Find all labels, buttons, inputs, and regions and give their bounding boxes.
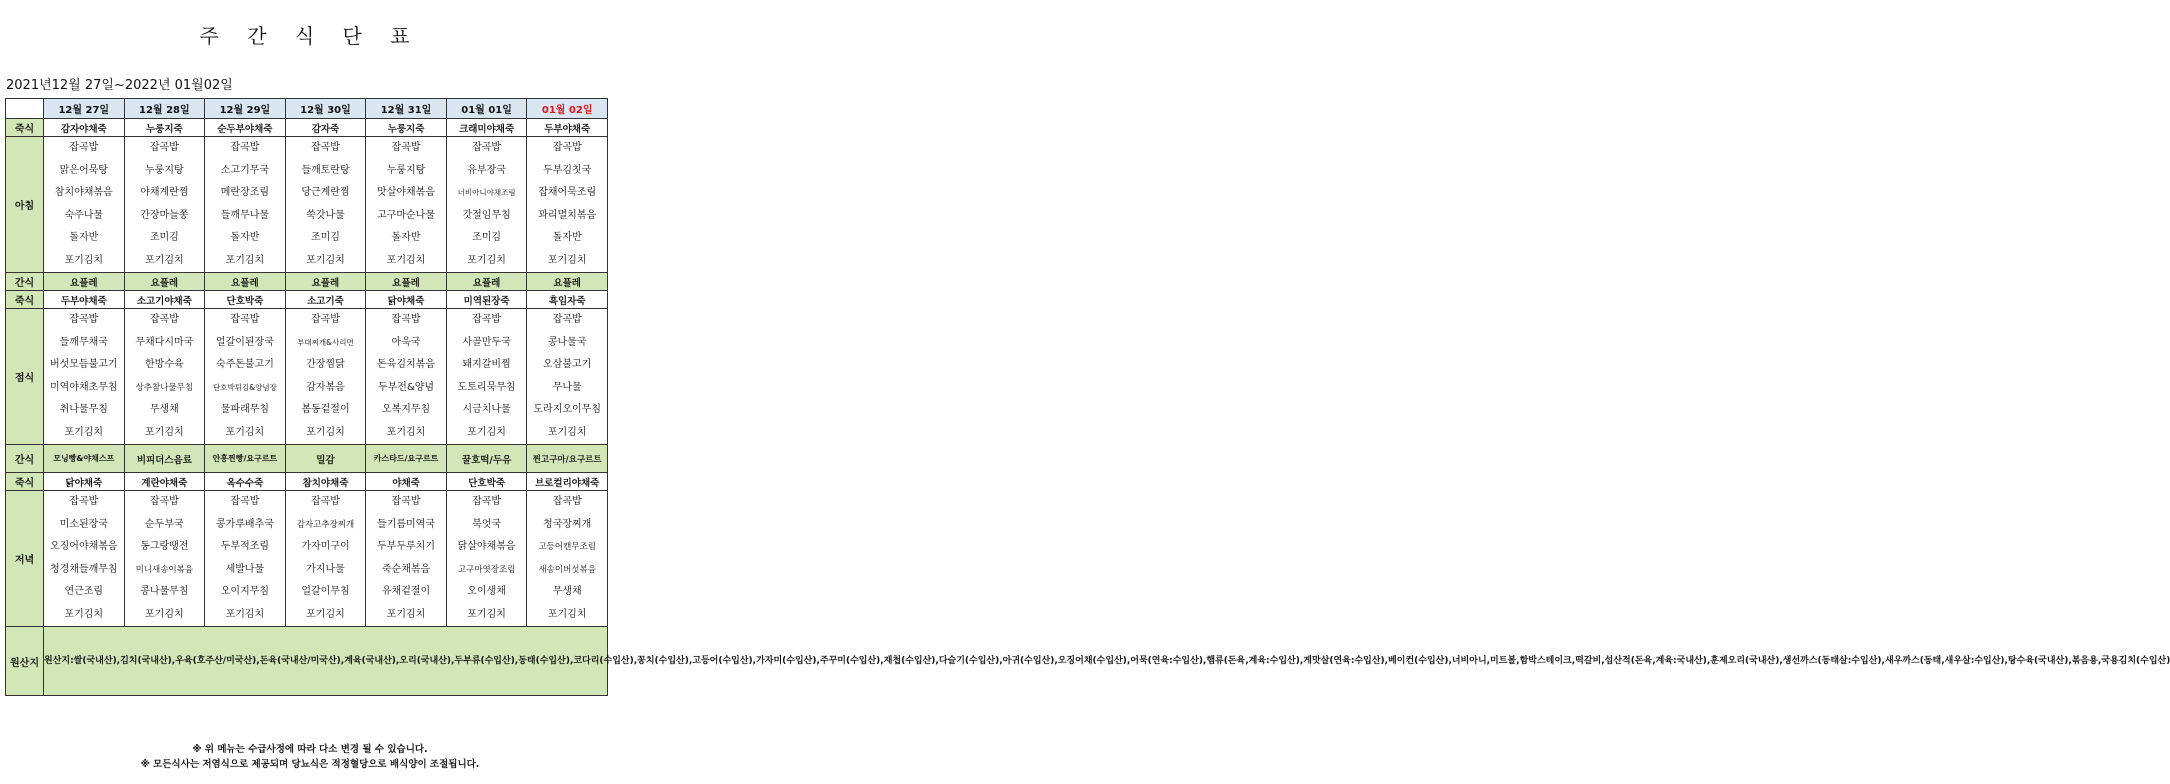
meal-cell	[124, 491, 205, 627]
menu-item: 잡곡밥	[69, 142, 99, 153]
menu-item: 당근계란찜	[301, 187, 350, 198]
note-low-salt: ※ 모든식사는 저염식으로 제공되며 당뇨식은 적정혈당으로 배식양이 조절됩니다.	[140, 759, 480, 770]
meal-cell	[44, 491, 125, 627]
menu-item: 포기김치	[225, 426, 265, 438]
lunch-porridge-row	[6, 291, 608, 309]
snack-cell: 요플레	[124, 273, 205, 291]
snack-cell: 요플레	[446, 273, 527, 291]
snack-cell: 비피더스음료	[124, 445, 205, 473]
menu-item: 들깨토란탕	[301, 164, 350, 176]
menu-item: 상추참나물무침	[135, 382, 194, 393]
menu-item: 도라지오이무침	[533, 404, 601, 415]
menu-item: 유채겉절이	[381, 586, 431, 597]
page-title: 주 간 식 단 표	[199, 24, 421, 48]
row-label-porridge: 죽식	[6, 119, 44, 137]
meal-cell	[366, 309, 447, 445]
menu-item: 도토리묵무침	[457, 381, 516, 393]
menu-item: 아욱국	[391, 336, 421, 348]
porridge-cell: 닭야채죽	[366, 291, 447, 309]
menu-item: 감자고추장찌개	[296, 519, 355, 530]
meal-cell	[446, 309, 527, 445]
weekly-menu-table	[5, 98, 2170, 696]
menu-item: 가자미구이	[301, 541, 350, 552]
menu-item: 잡곡밥	[230, 496, 260, 507]
menu-item: 포기김치	[386, 426, 426, 438]
porridge-cell: 두부야채죽	[44, 291, 125, 309]
menu-item: 한방수육	[145, 359, 184, 370]
meal-cell	[124, 309, 205, 445]
day-header: 12월 30일	[285, 99, 366, 119]
day-header: 12월 27일	[44, 99, 125, 119]
snack-cell: 요플레	[205, 273, 286, 291]
menu-item: 동그랑땡전	[140, 541, 189, 552]
menu-item: 순두부국	[145, 518, 184, 530]
menu-item: 조미김	[310, 232, 340, 243]
menu-item: 포기김치	[467, 254, 506, 266]
menu-item: 죽순채볶음	[381, 563, 431, 575]
menu-item: 잡곡밥	[230, 314, 260, 325]
menu-item: 포기김치	[547, 254, 587, 266]
menu-item: 꽈리멸치볶음	[538, 209, 597, 221]
meal-cell	[366, 137, 447, 273]
snack-cell: 요플레	[527, 273, 608, 291]
menu-period: 2021년12월 27일~2022년 01월02일	[6, 78, 233, 93]
day-header-row	[6, 99, 608, 119]
menu-item: 두부적조림	[220, 541, 270, 552]
menu-item: 잡곡밥	[230, 142, 260, 153]
menu-item: 두부김칫국	[543, 164, 592, 176]
menu-item: 무생채	[552, 586, 582, 597]
menu-item: 잡채어묵조림	[538, 187, 597, 198]
menu-item: 포기김치	[386, 254, 426, 266]
menu-item: 감자볶음	[306, 381, 345, 393]
menu-item: 오징어야채볶음	[49, 541, 118, 552]
menu-item: 봄동겉절이	[301, 404, 350, 415]
meal-cell	[205, 491, 286, 627]
menu-item: 잡곡밥	[310, 142, 340, 153]
menu-item: 잡곡밥	[391, 314, 421, 325]
menu-item: 돌자반	[230, 232, 260, 243]
menu-item: 돌자반	[552, 232, 582, 243]
meal-cell	[44, 137, 125, 273]
menu-item: 시금치나물	[462, 404, 511, 415]
snack-cell: 모닝빵&야채스프	[44, 445, 125, 473]
menu-item: 포기김치	[64, 608, 104, 620]
menu-item: 포기김치	[306, 426, 345, 438]
menu-item: 잡곡밥	[472, 496, 502, 507]
menu-item: 조미김	[149, 232, 179, 243]
menu-item: 잡곡밥	[69, 496, 99, 507]
origin-row	[6, 627, 608, 696]
row-label-dinner: 저녁	[6, 491, 44, 627]
menu-item: 잡곡밥	[391, 496, 421, 507]
porridge-cell: 단호박죽	[205, 291, 286, 309]
menu-item: 유부장국	[467, 164, 506, 176]
porridge-cell: 야채죽	[366, 473, 447, 491]
meal-cell	[527, 309, 608, 445]
lunch-row	[6, 309, 608, 445]
menu-item: 고구마순나물	[377, 209, 436, 221]
porridge-cell: 누룽지죽	[366, 119, 447, 137]
breakfast-porridge-row	[6, 119, 608, 137]
meal-cell	[366, 491, 447, 627]
menu-item: 연근조림	[64, 586, 104, 597]
menu-item: 포기김치	[547, 426, 587, 438]
snack-cell: 밀감	[285, 445, 366, 473]
porridge-cell: 닭야채죽	[44, 473, 125, 491]
menu-item: 오이지무침	[220, 586, 270, 597]
menu-item: 청경채들깨무침	[49, 563, 118, 575]
menu-item: 오삼불고기	[543, 359, 592, 370]
menu-item: 오복지무침	[381, 404, 431, 415]
porridge-cell: 소고기야채죽	[124, 291, 205, 309]
meal-cell	[285, 491, 366, 627]
porridge-cell: 참치야채죽	[285, 473, 366, 491]
meal-cell	[285, 137, 366, 273]
row-label-lunch: 점식	[6, 309, 44, 445]
meal-cell	[285, 309, 366, 445]
menu-item: 돌자반	[69, 232, 99, 243]
menu-item: 콩나물무침	[140, 586, 189, 597]
menu-item: 버섯모듬불고기	[49, 359, 118, 370]
menu-item: 돼지갈비찜	[462, 359, 511, 370]
porridge-cell: 흑임자죽	[527, 291, 608, 309]
snack-cell: 꿀호떡/두유	[446, 445, 527, 473]
day-header: 12월 31일	[366, 99, 447, 119]
menu-item: 포기김치	[306, 608, 345, 620]
menu-item: 잡곡밥	[149, 314, 179, 325]
porridge-cell: 감자야채죽	[44, 119, 125, 137]
menu-item: 잡곡밥	[69, 314, 99, 325]
menu-item: 숙주나물	[64, 209, 104, 221]
row-label-snack: 간식	[6, 273, 44, 291]
menu-item: 누룽지탕	[145, 164, 184, 176]
breakfast-row	[6, 137, 608, 273]
menu-item: 잡곡밥	[310, 314, 340, 325]
menu-item: 사골만두국	[462, 336, 511, 348]
menu-item: 갓절임무침	[462, 209, 511, 221]
menu-item: 야채계란찜	[140, 187, 189, 198]
snack-cell: 안흥찐빵/요구르트	[205, 445, 286, 473]
menu-item: 맑은어묵탕	[59, 164, 108, 176]
porridge-cell: 크래미야채죽	[446, 119, 527, 137]
snack-pm-row	[6, 445, 608, 473]
menu-item: 잡곡밥	[391, 142, 421, 153]
menu-item: 포기김치	[467, 608, 506, 620]
porridge-cell: 두부야채죽	[527, 119, 608, 137]
porridge-cell: 옥수수죽	[205, 473, 286, 491]
corner-cell	[6, 99, 44, 119]
row-label-snack: 간식	[6, 445, 44, 473]
meal-cell	[44, 309, 125, 445]
menu-item: 포기김치	[225, 608, 265, 620]
menu-item: 단호박튀김&양념장	[213, 382, 277, 392]
meal-cell	[446, 491, 527, 627]
note-menu-change: ※ 위 메뉴는 수급사정에 따라 다소 변경 될 수 있습니다.	[192, 744, 428, 755]
menu-item: 북엇국	[472, 518, 502, 530]
menu-item: 무채다시마국	[135, 336, 194, 348]
day-header: 01월 01일	[446, 99, 527, 119]
menu-item: 너비아니야채조림	[457, 188, 516, 197]
menu-item: 메란장조림	[220, 187, 270, 198]
snack-cell: 요플레	[285, 273, 366, 291]
menu-item: 부대찌개&사리면	[297, 337, 354, 347]
menu-item: 잡곡밥	[552, 314, 582, 325]
day-header: 12월 29일	[205, 99, 286, 119]
menu-item: 간장찜닭	[306, 359, 345, 370]
menu-item: 미역야채초무침	[49, 381, 118, 393]
menu-item: 잡곡밥	[552, 142, 582, 153]
menu-item: 쑥갓나물	[306, 209, 345, 221]
menu-item: 조미김	[472, 232, 502, 243]
menu-item: 고구마엿장조림	[457, 564, 516, 575]
snack-cell: 카스타드/요구르트	[366, 445, 447, 473]
menu-item: 잡곡밥	[310, 496, 340, 507]
menu-item: 무생채	[149, 404, 179, 415]
row-label-porridge: 죽식	[6, 473, 44, 491]
menu-item: 포기김치	[386, 608, 426, 620]
origin-info: 원산지:쌀(국내산),김치(국내산),우육(호주산/미국산),돈육(국내산/미국산),계육(국내산),오리(국내산),두부류(수입산),동태(수입산),코다리(수입산),꽁치(수입산),고등어(수입산),가자미(수입산),주꾸미(수입산),재첩(수입산),다슬기(수입산),아귀(수입산),오징어채(수입산),어묵(연육:수입산),햄류(돈육,계육:수입산),게맛살(연육:수입산),베이컨(수입산),너비아니,미트볼,함박스테이크,떡갈비,섭산적(돈육,계육:국내산),훈제오리(국내산),생선까스(동태살:수입산),새우까스(동태,새우살:수입산),탕수육(국내산),볶음용,국용김치(수입산)	[44, 627, 608, 696]
porridge-cell: 계란야채죽	[124, 473, 205, 491]
menu-item: 포기김치	[306, 254, 345, 266]
menu-item: 닭살야채볶음	[457, 541, 516, 552]
menu-item: 가지나물	[306, 563, 345, 575]
porridge-cell: 브로컬리야채죽	[527, 473, 608, 491]
menu-item: 고등어캔무조림	[538, 542, 596, 552]
meal-cell	[446, 137, 527, 273]
menu-item: 얼갈이된장국	[215, 336, 274, 348]
menu-item: 미소된장국	[59, 518, 108, 530]
row-label-origin: 원산지	[6, 627, 44, 696]
row-label-breakfast: 아침	[6, 137, 44, 273]
menu-item: 새송이버섯볶음	[538, 564, 596, 575]
menu-item: 돈육김치볶음	[377, 359, 436, 370]
snack-cell: 요플레	[44, 273, 125, 291]
menu-item: 청국장찌개	[543, 518, 592, 530]
menu-item: 포기김치	[467, 426, 506, 438]
porridge-cell: 누룽지죽	[124, 119, 205, 137]
porridge-cell: 미역된장죽	[446, 291, 527, 309]
menu-item: 맛살야채볶음	[377, 187, 436, 198]
day-header-sunday: 01월 02일	[527, 99, 608, 119]
menu-item: 간장마늘쫑	[140, 209, 189, 221]
menu-item: 돌자반	[391, 232, 421, 243]
menu-item: 취나물무침	[59, 404, 108, 415]
menu-item: 무나물	[552, 381, 582, 393]
porridge-cell: 순두부야채죽	[205, 119, 286, 137]
menu-item: 포기김치	[145, 608, 184, 620]
menu-item: 포기김치	[145, 426, 184, 438]
menu-item: 오이생채	[467, 586, 506, 597]
meal-cell	[527, 137, 608, 273]
menu-item: 잡곡밥	[149, 142, 179, 153]
dinner-porridge-row	[6, 473, 608, 491]
menu-item: 포기김치	[64, 254, 104, 266]
menu-item: 숙주돈불고기	[215, 359, 274, 370]
menu-item: 잡곡밥	[552, 496, 582, 507]
menu-item: 포기김치	[64, 426, 104, 438]
meal-cell	[205, 137, 286, 273]
meal-cell	[205, 309, 286, 445]
menu-item: 세발나물	[225, 563, 265, 575]
menu-item: 들깨무나물	[220, 209, 270, 221]
meal-cell	[124, 137, 205, 273]
menu-item: 참치야채볶음	[54, 187, 113, 198]
menu-item: 들기름미역국	[377, 518, 436, 530]
snack-cell: 찐고구마/요구르트	[527, 445, 608, 473]
meal-cell	[527, 491, 608, 627]
day-header: 12월 28일	[124, 99, 205, 119]
porridge-cell: 감자죽	[285, 119, 366, 137]
menu-item: 콩나물국	[547, 336, 587, 348]
menu-item: 누룽지탕	[386, 164, 426, 176]
menu-item: 콩가루배추국	[215, 518, 274, 530]
menu-item: 얼갈이무침	[301, 586, 350, 597]
menu-item: 소고기무국	[220, 164, 270, 176]
menu-item: 포기김치	[145, 254, 184, 266]
menu-item: 포기김치	[225, 254, 265, 266]
menu-item: 잡곡밥	[472, 314, 502, 325]
menu-item: 포기김치	[547, 608, 587, 620]
menu-item: 미니새송이볶음	[135, 564, 194, 575]
menu-item: 잡곡밥	[149, 496, 179, 507]
menu-item: 두부두루치기	[377, 541, 436, 552]
porridge-cell: 단호박죽	[446, 473, 527, 491]
row-label-porridge: 죽식	[6, 291, 44, 309]
menu-item: 잡곡밥	[472, 142, 502, 153]
menu-item: 물파래무침	[220, 404, 270, 415]
snack-cell: 요플레	[366, 273, 447, 291]
snack-am-row	[6, 273, 608, 291]
menu-item: 두부전&양념	[377, 381, 435, 393]
menu-item: 들깨무채국	[59, 336, 108, 348]
dinner-row	[6, 491, 608, 627]
porridge-cell: 소고기죽	[285, 291, 366, 309]
